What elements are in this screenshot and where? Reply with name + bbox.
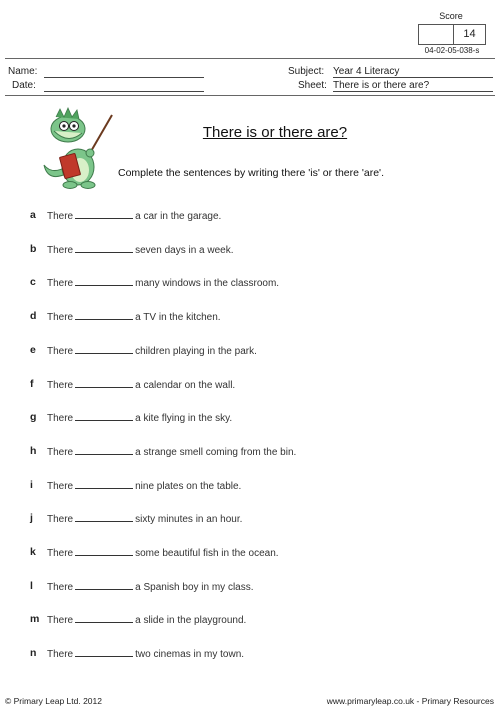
question-letter: e: [30, 343, 36, 356]
question-text: [47, 411, 232, 424]
question-text: [47, 378, 235, 391]
question-row: [30, 647, 450, 661]
question-start: There: [47, 345, 74, 357]
answer-blank[interactable]: [75, 512, 133, 522]
question-rest: children playing in the park.: [135, 345, 257, 357]
question-start: There: [47, 211, 74, 222]
sheet-value: There is or there are?: [333, 80, 493, 92]
header-bottom-rule: [5, 95, 495, 96]
question-rest: two cinemas in my town.: [135, 649, 245, 661]
question-text: [47, 546, 279, 559]
question-letter: d: [30, 310, 37, 323]
answer-blank[interactable]: [75, 479, 133, 489]
footer-copyright: © Primary Leap Ltd. 2012: [5, 696, 102, 706]
question-row: [30, 512, 450, 526]
answer-blank[interactable]: [75, 580, 133, 590]
date-label: Date:: [12, 80, 36, 91]
score-value: 14: [463, 28, 476, 40]
question-start: There: [47, 244, 74, 256]
question-start: There: [47, 278, 74, 290]
question-letter: k: [30, 546, 36, 558]
question-start: There: [47, 312, 74, 324]
question-rest: some beautiful fish in the ocean.: [135, 548, 279, 559]
header-top-rule: [5, 58, 495, 59]
question-rest: seven days in a week.: [135, 244, 234, 256]
worksheet-title: There is or there are?: [202, 124, 348, 141]
question-rest: sixty minutes in an hour.: [135, 514, 243, 526]
footer-website: www.primaryleap.co.uk - Primary Resources: [326, 696, 494, 706]
question-letter: i: [30, 478, 33, 491]
question-row: [30, 613, 450, 627]
question-start: There: [47, 649, 74, 661]
question-rest: a calendar on the wall.: [135, 379, 236, 391]
question-letter: j: [30, 512, 33, 525]
answer-blank[interactable]: [75, 445, 133, 455]
score-input-cell[interactable]: [419, 25, 454, 44]
question-row: [30, 243, 450, 257]
dinosaur-teacher-icon: [38, 105, 118, 193]
question-row: [30, 411, 450, 425]
answer-blank[interactable]: [75, 546, 133, 556]
question-text: [47, 209, 221, 222]
answer-blank[interactable]: [75, 344, 133, 354]
question-rest: a car in the garage.: [135, 211, 222, 222]
question-start: There: [47, 413, 74, 425]
question-text: [47, 276, 279, 289]
answer-blank[interactable]: [75, 647, 133, 657]
instruction-text: Complete the sentences by writing there 'is' or there 'are'.: [118, 167, 384, 179]
subject-value: Year 4 Literacy: [333, 66, 493, 78]
question-start: There: [47, 514, 74, 526]
sheet-code: 04-02-05-038-s: [424, 46, 480, 55]
question-text: [47, 445, 296, 458]
question-text: [47, 613, 246, 626]
question-start: There: [47, 480, 74, 492]
question-letter: h: [30, 444, 37, 457]
question-start: There: [47, 446, 74, 458]
question-rest: many windows in the classroom.: [135, 278, 280, 290]
question-rest: a kite flying in the sky.: [135, 413, 233, 425]
question-row: [30, 378, 450, 392]
answer-blank[interactable]: [75, 209, 133, 219]
question-letter: m: [30, 613, 40, 626]
question-start: There: [47, 379, 74, 391]
question-text: [47, 243, 234, 256]
sheet-label: Sheet:: [298, 80, 327, 91]
score-box: [418, 24, 486, 45]
question-row: [30, 479, 450, 493]
name-field[interactable]: [44, 67, 204, 78]
answer-blank[interactable]: [75, 411, 133, 421]
question-text: [47, 647, 244, 660]
answer-blank[interactable]: [75, 276, 133, 286]
question-text: [47, 344, 257, 357]
question-start: There: [47, 615, 74, 627]
question-letter: f: [30, 377, 34, 390]
answer-blank[interactable]: [75, 243, 133, 253]
question-row: [30, 445, 450, 459]
date-field[interactable]: [44, 81, 204, 92]
question-letter: b: [30, 242, 37, 255]
score-label: Score: [439, 11, 463, 21]
question-letter: l: [30, 579, 33, 592]
question-text: [47, 479, 241, 492]
question-letter: c: [30, 276, 36, 289]
question-text: [47, 580, 254, 593]
question-rest: a slide in the playground.: [135, 615, 247, 627]
question-row: [30, 276, 450, 290]
question-rest: a strange smell coming from the bin.: [135, 446, 297, 458]
question-row: [30, 344, 450, 358]
question-row: [30, 546, 450, 560]
question-row: [30, 310, 450, 324]
question-letter: a: [30, 209, 36, 221]
question-start: There: [47, 581, 74, 593]
name-label: Name:: [8, 66, 38, 77]
question-text: [47, 310, 221, 323]
question-rest: a Spanish boy in my class.: [135, 581, 254, 593]
question-letter: g: [30, 411, 37, 424]
question-row: [30, 580, 450, 594]
answer-blank[interactable]: [75, 310, 133, 320]
answer-blank[interactable]: [75, 378, 133, 388]
question-row: [30, 209, 450, 223]
question-letter: n: [30, 647, 37, 660]
answer-blank[interactable]: [75, 613, 133, 623]
question-start: There: [47, 548, 74, 559]
question-text: [47, 512, 242, 525]
question-rest: nine plates on the table.: [135, 480, 242, 492]
subject-label: Subject:: [288, 66, 325, 77]
question-rest: a TV in the kitchen.: [135, 312, 221, 324]
